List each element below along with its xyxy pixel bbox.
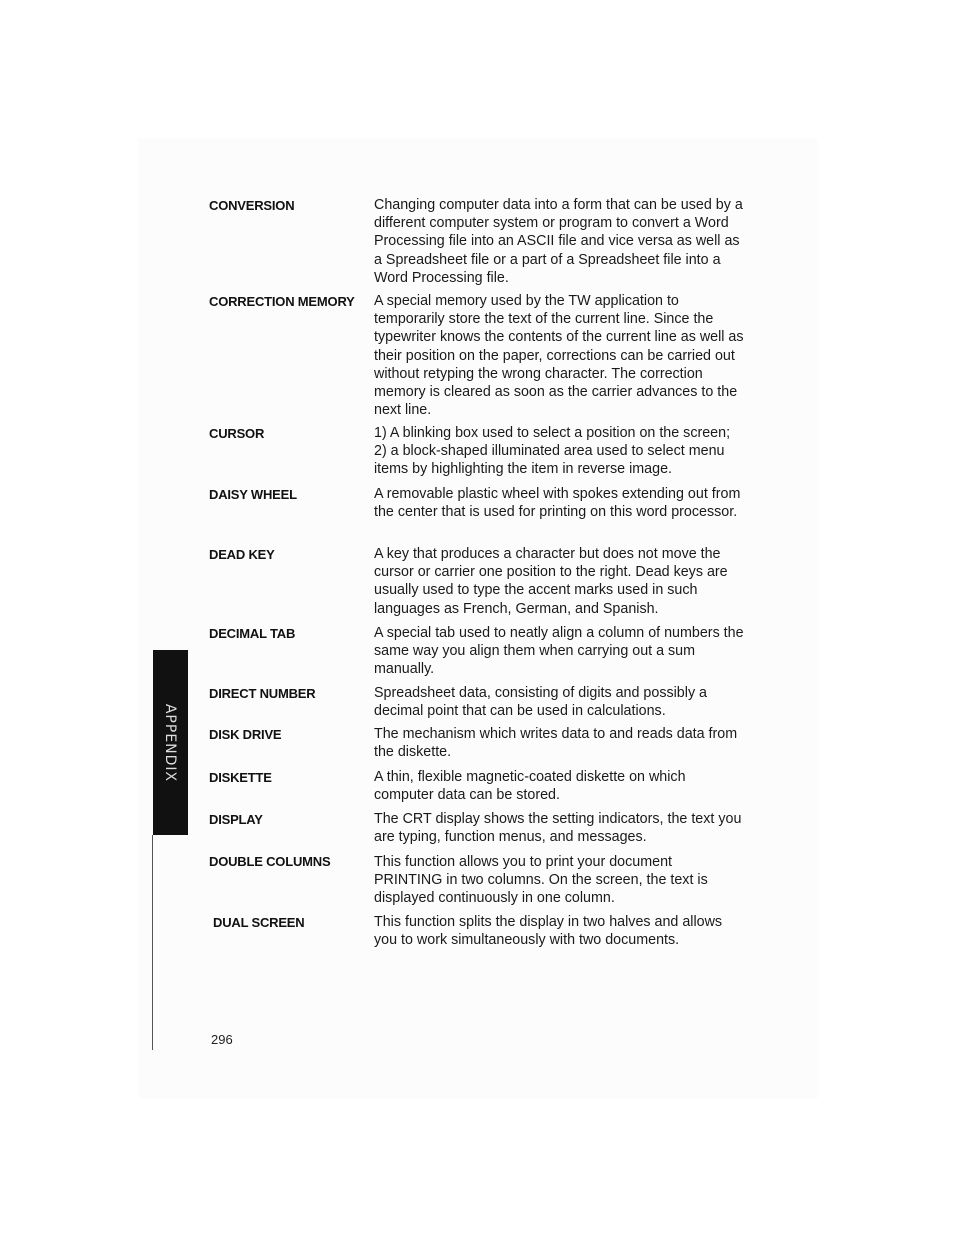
appendix-tab-label: APPENDIX [162,703,179,782]
term-decimal-tab: DECIMAL TAB [209,626,296,641]
term-disk-drive: DISK DRIVE [209,727,282,742]
definition-direct-number: Spreadsheet data, consisting of digits and possibly a decimal point that can be used in calculations. [374,685,708,720]
definition-decimal-tab: A special tab used to neatly align a column of numbers the same way you align them when carrying out a sum manually. [374,625,744,678]
term-direct-number: DIRECT NUMBER [209,686,316,701]
term-cursor: CURSOR [209,426,265,441]
term-diskette: DISKETTE [209,770,272,785]
definition-dual-screen: This function splits the display in two halves and allows you to work simultaneously with two documents. [374,914,723,949]
definition-correction-memory: A special memory used by the TW application to temporarily store the text of the current line. Since the typewriter knows the contents of the current line as well as their position on the paper, corrections can be carried out without retyping the wrong character. The correction memory is cleared as soon as the carrier advances to the next line. [374,293,744,419]
term-display: DISPLAY [209,812,263,827]
definition-display: The CRT display shows the setting indicators, the text you are typing, function menus, and messages. [374,811,742,846]
definition-daisy-wheel: A removable plastic wheel with spokes extending out from the center that is used for printing on this word processor. [374,486,741,521]
page-number: 296 [211,1032,233,1047]
definition-diskette: A thin, flexible magnetic-coated diskette on which computer data can be stored. [374,769,686,804]
margin-rule [152,835,153,1050]
term-daisy-wheel: DAISY WHEEL [209,487,297,502]
term-dead-key: DEAD KEY [209,547,275,562]
term-correction-memory: CORRECTION MEMORY [209,294,355,309]
term-conversion: CONVERSION [209,198,295,213]
definition-cursor: 1) A blinking box used to select a position on the screen; 2) a block-shaped illuminated area used to select menu items by highlighting the item in reverse image. [374,425,731,478]
definition-conversion: Changing computer data into a form that can be used by a different computer system or program to convert a Word Processing file into an ASCII file and vice versa as well as a Spreadsheet file or a part of a Spreadsheet file into a Word Processing file. [374,197,743,286]
term-double-columns: DOUBLE COLUMNS [209,854,331,869]
term-dual-screen: DUAL SCREEN [213,915,305,930]
appendix-tab [153,650,188,835]
definition-double-columns: This function allows you to print your document PRINTING in two columns. On the screen, the text is displayed continuously in one column. [374,854,708,907]
definition-dead-key: A key that produces a character but does not move the cursor or carrier one position to the right. Dead keys are usually used to type the accent marks used in such languages as French, German, and Spanish. [374,546,728,617]
definition-disk-drive: The mechanism which writes data to and reads data from the diskette. [374,726,738,761]
